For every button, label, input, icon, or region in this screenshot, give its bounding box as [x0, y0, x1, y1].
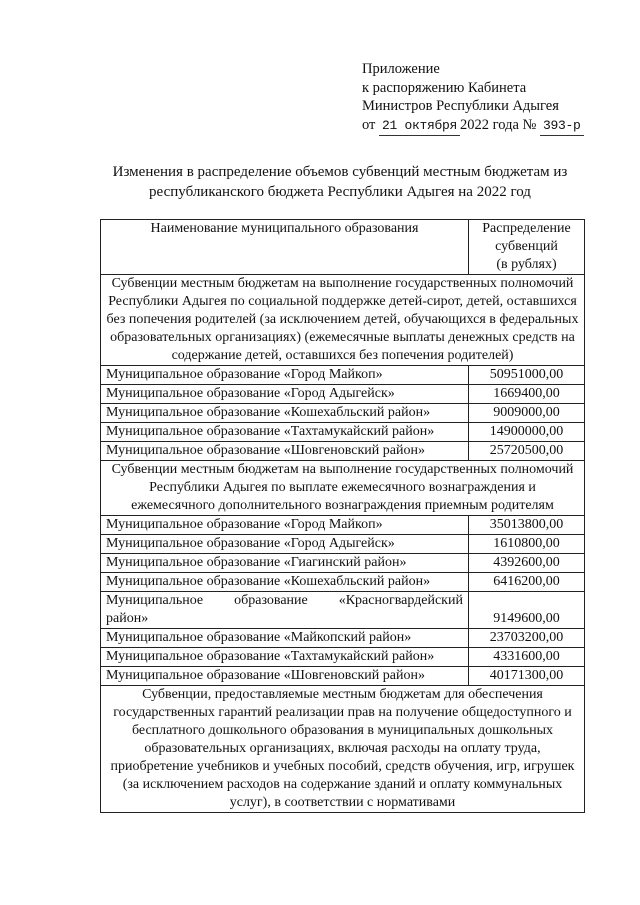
table-row	[101, 573, 585, 592]
table-row	[101, 554, 585, 573]
table-row	[101, 404, 585, 423]
subvention-amount: 40171300,00	[469, 667, 585, 686]
header-amount	[469, 220, 585, 275]
municipality-name: Муниципальное образование «Кошехабльский район»	[101, 573, 469, 592]
table-row	[101, 366, 585, 385]
annex-line-2: к распоряжению Кабинета	[362, 79, 527, 96]
section-row	[101, 686, 585, 813]
subvention-amount: 14900000,00	[469, 423, 585, 442]
table-row	[101, 629, 585, 648]
subvention-amount: 23703200,00	[469, 629, 585, 648]
header-amount-line1: Распределение	[482, 221, 571, 236]
municipality-name: Муниципальное образование «Майкопский район»	[101, 629, 469, 648]
subvention-amount: 25720500,00	[469, 442, 585, 461]
table-row	[101, 648, 585, 667]
annex-line-1: Приложение	[362, 61, 440, 77]
subvention-amount: 9009000,00	[469, 404, 585, 423]
municipality-name: Муниципальное образование «Город Майкоп»	[101, 366, 469, 385]
date-stamp: 21 октября	[379, 117, 460, 137]
number-stamp: 393-р	[540, 117, 584, 137]
year-part: 2022 года №	[460, 116, 537, 133]
annex-date-line	[362, 116, 584, 137]
table-row	[101, 516, 585, 535]
subvention-amount: 1610800,00	[469, 535, 585, 554]
municipality-name: Муниципальное образование «Город Адыгейск»	[101, 535, 469, 554]
header-name: Наименование муниципального образования	[101, 220, 469, 275]
subvention-amount: 4392600,00	[469, 554, 585, 573]
section-3-title: Субвенции, предоставляемые местным бюджетам для обеспечения государственных гарантий реализации прав на получение общедоступного и бесплатного дошкольного образования в муниципальных дошкольных образовательных организациях, включая расходы на оплату труда, приобретение учебников и учебных пособий, средств обучения, игр, игрушек (за исключением расходов на содержание зданий и оплату коммунальных услуг), в соответствии с нормативами	[101, 686, 585, 813]
municipality-name: Муниципальное образование «Город Адыгейск»	[101, 385, 469, 404]
municipality-word: Муниципальное	[106, 593, 204, 608]
subvention-amount: 50951000,00	[469, 366, 585, 385]
municipality-word: образование	[234, 593, 308, 608]
municipality-name: Муниципальное образование «Город Майкоп»	[101, 516, 469, 535]
subvention-amount: 9149600,00	[469, 592, 585, 629]
subvention-amount: 4331600,00	[469, 648, 585, 667]
header-amount-line2: субвенций	[495, 239, 558, 254]
municipality-name: Муниципальное образование «Шовгеновский район»	[101, 667, 469, 686]
subvention-amount: 1669400,00	[469, 385, 585, 404]
annex-block	[362, 60, 584, 136]
municipality-name: Муниципальное образование «Тахтамукайский район»	[101, 423, 469, 442]
section-row	[101, 461, 585, 516]
subvention-amount: 35013800,00	[469, 516, 585, 535]
municipality-name: Муниципальное образование «Тахтамукайский район»	[101, 648, 469, 667]
table-row	[101, 667, 585, 686]
municipality-name: Муниципальное образование «Шовгеновский район»	[101, 442, 469, 461]
table-row	[101, 592, 585, 629]
subvention-amount: 6416200,00	[469, 573, 585, 592]
municipality-name: Муниципальное образование «Кошехабльский район»	[101, 404, 469, 423]
annex-line-3: Министров Республики Адыгея	[362, 98, 559, 114]
municipality-word: «Красногвардейский	[338, 593, 463, 608]
section-2-title: Субвенции местным бюджетам на выполнение государственных полномочий Республики Адыгея по выплате ежемесячного вознаграждения и ежемесячного дополнительного вознаграждения приемным родителям	[101, 461, 585, 516]
table-header-row	[101, 220, 585, 275]
header-amount-line3: (в рублях)	[496, 257, 557, 272]
table-row	[101, 423, 585, 442]
municipality-name	[101, 592, 469, 629]
document-title: Изменения в распределение объемов субвенций местным бюджетам из республиканского бюджета Республики Адыгея на 2022 год	[112, 164, 568, 200]
municipality-name-line1	[106, 592, 463, 610]
municipality-name-line2: район»	[106, 611, 149, 626]
date-prefix: от	[362, 116, 376, 133]
table-row	[101, 385, 585, 404]
section-1-title: Субвенции местным бюджетам на выполнение государственных полномочий Республики Адыгея по социальной поддержке детей-сирот, детей, оставшихся без попечения родителей (за исключением детей, обучающихся в федеральных образовательных организациях) (ежемесячные выплаты денежных средств на содержание детей, оставшихся без попечения родителей)	[101, 275, 585, 366]
table-row	[101, 442, 585, 461]
municipality-name: Муниципальное образование «Гиагинский район»	[101, 554, 469, 573]
table-row	[101, 535, 585, 554]
subventions-table	[100, 219, 585, 813]
section-row	[101, 275, 585, 366]
